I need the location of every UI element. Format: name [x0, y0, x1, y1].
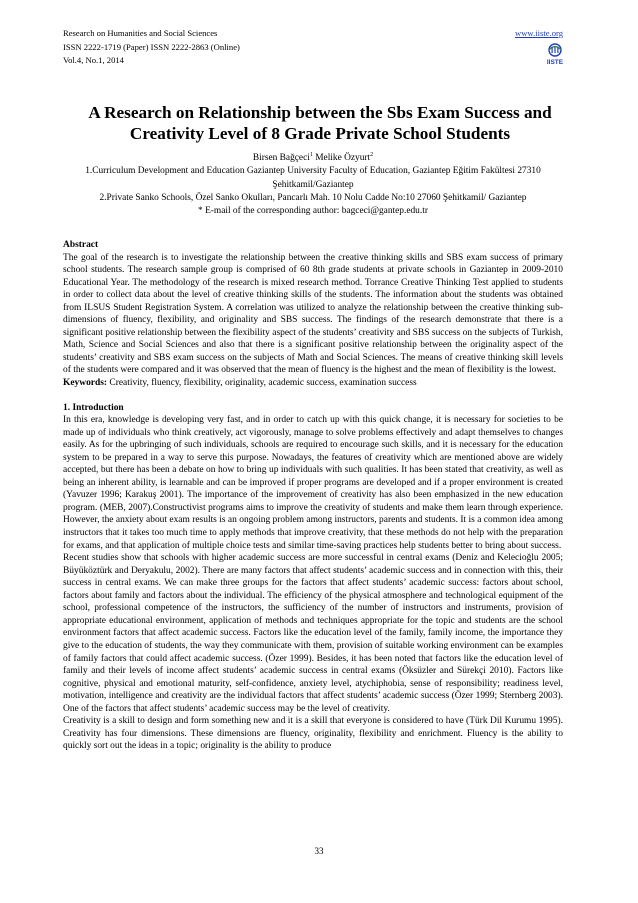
journal-url-link[interactable]: www.iiste.org	[515, 28, 563, 38]
iiste-logo	[542, 42, 568, 68]
affiliation-2: 2.Private Sanko Schools, Özel Sanko Okulları, Pancarlı Mah. 10 Nolu Cadde No:10 27060 Şehitkamil/ Gaziantep	[99, 192, 527, 203]
abstract-heading: Abstract	[63, 240, 99, 250]
intro-paragraph-1: In this era, knowledge is developing very fast, and in order to catch up with this quick change, it is necessary for societies to be made up of individuals who think creatively, act vigorously, manage to solve problems effectively and adapt themselves to changes easily. As for the upbringing of such individuals, schools are required to encourage such skills, and it is necessary for the education system to be prepared in a way to serve this purpose. Nowadays, the features of creativity which are mentioned above are widely accepted, but there has been a debate on how to bring up individuals with such qualities. It has been stated that creativity, as well as being an inherent ability, is learnable and can be improved if proper programs are developed and if a proper environment is created (Yavuzer 1996; Karakuş 2001). The importance of the improvement of creativity has also been emphasized in the new education program. (MEB, 2007).Constructivist programs aims to improve the creativity of students and make them learn through experience. However, the anxiety about exam results is an ongoing problem among instructors, parents and students. It is a common idea among instructors that it takes too much time to apply methods that improve creativity, that these methods do not help with the preparation for exams, and that application of multiple choice tests and similar time-saving practices help students better to bring about success.	[63, 415, 563, 551]
abstract-text: The goal of the research is to investigate the relationship between the creative thinking skills and SBS exam success of primary school students. The research sample group is comprised of 60 8th grade students at private schools in Gaziantep in 2009-2010 Educational Year. The methodology of the research is mixed research method. Torrance Creative Thinking Test applied to students in order to collect data about the level of creative thinking skills of the students. The information about the students was obtained from ILSUS Student Registration System. A correlation was utilized to analyze the relationship between the creative thinking sub-dimensions of fluency, flexibility, and originality and SBS success. The findings of the research demonstrate that there is a significant positive relationship between the flexibility aspect of the students’ creativity and SBS success on the subjects of Turkish, Math, Science and Social Sciences and also that there is a significant positive relationship between the originality aspect of the students’ creativity and SBS exam success on the subjects of Math and Social Sciences. The means of creative thinking skill levels of the students were compared and it was observed that the mean of fluency is the highest and the mean of flexibility is the lowest.	[63, 252, 563, 376]
keywords-label: Keywords:	[63, 378, 108, 389]
section-gap	[63, 390, 563, 402]
introduction-heading: 1. Introduction	[63, 402, 124, 413]
keywords-list: Creativity, fluency, flexibility, originality, academic success, examination success	[107, 378, 417, 389]
page-number: 33	[314, 846, 324, 856]
logo-wordmark: IISTE	[546, 59, 564, 66]
intro-paragraph-3: Creativity is a skill to design and form something new and it is a skill that everyone is considered to have (Türk Dil Kurumu 1995). Creativity has four dimensions. These dimensions are fluency, originality, flexibility and enrichment. Fluency is the ability to quickly sort out the ideas in a topic; originality is the ability to produce	[63, 716, 563, 752]
affiliation-1: 1.Curriculum Development and Education Gaziantep University Faculty of Education, Gaziantep Eğitim Fakültesi 27310 Şehitkamil/Gaziantep	[85, 166, 541, 190]
corresponding-email: * E-mail of the corresponding author: bagceci@gantep.edu.tr	[198, 206, 428, 217]
intro-paragraph-2: Recent studies show that schools with higher academic success are more successful in central exams (Deniz and Kelecioğlu 2005; Büyüköztürk and Deryakulu, 2002). There are many factors that affect students’ academic success and in connection with this, their success in central exams. We can make three groups for the factors that affect students’ academic success: factors about school, factors about family and factors about the individual. The efficiency of the physical atmosphere and technological equipment of the school, professional competence of the instructors, the sufficiency of the number of instructors and instruments, provision of appropriate educational environment, application of methods and techniques appropriate for the topic and students are the school environment factors that affect academic success. Factors like the education level of the family, family income, the importance they give to the education of students, the way they communicate with them, provision of suitable working environment can be examples of family factors that could affect academic success. (Özer 1999). Besides, it has been noted that factors like the education level of family and their levels of income affect students’ academic success in central exams (Öksüzler and Sürekçi 2010). Factors like cognitive, physical and emotional maturity, self-confidence, anxiety level, atychiphobia, sense of responsibility; readiness level, motivation, intelligence and creativity are the individual factors that affect students’ academic success (Özer 1999; Sternberg 2003). One of the factors that affect students’ academic success may be the level of creativity.	[63, 553, 563, 714]
author-names: Birsen Bağçeci$^1$ Melike Özyurt$^2$	[252, 152, 374, 163]
issn-line: ISSN 2222-1719 (Paper) ISSN 2222-2863 (Online)	[63, 41, 240, 52]
keywords-line	[63, 377, 563, 390]
paper-body	[63, 239, 563, 753]
journal-name: Research on Humanities and Social Sciences	[63, 28, 218, 38]
running-header	[63, 27, 563, 68]
volume-line: Vol.4, No.1, 2014	[63, 55, 124, 65]
author-block	[63, 152, 563, 218]
paper-title: A Research on Relationship between the Sbs Exam Success and Creativity Level of 8 Grade Private School Students	[88, 103, 552, 143]
